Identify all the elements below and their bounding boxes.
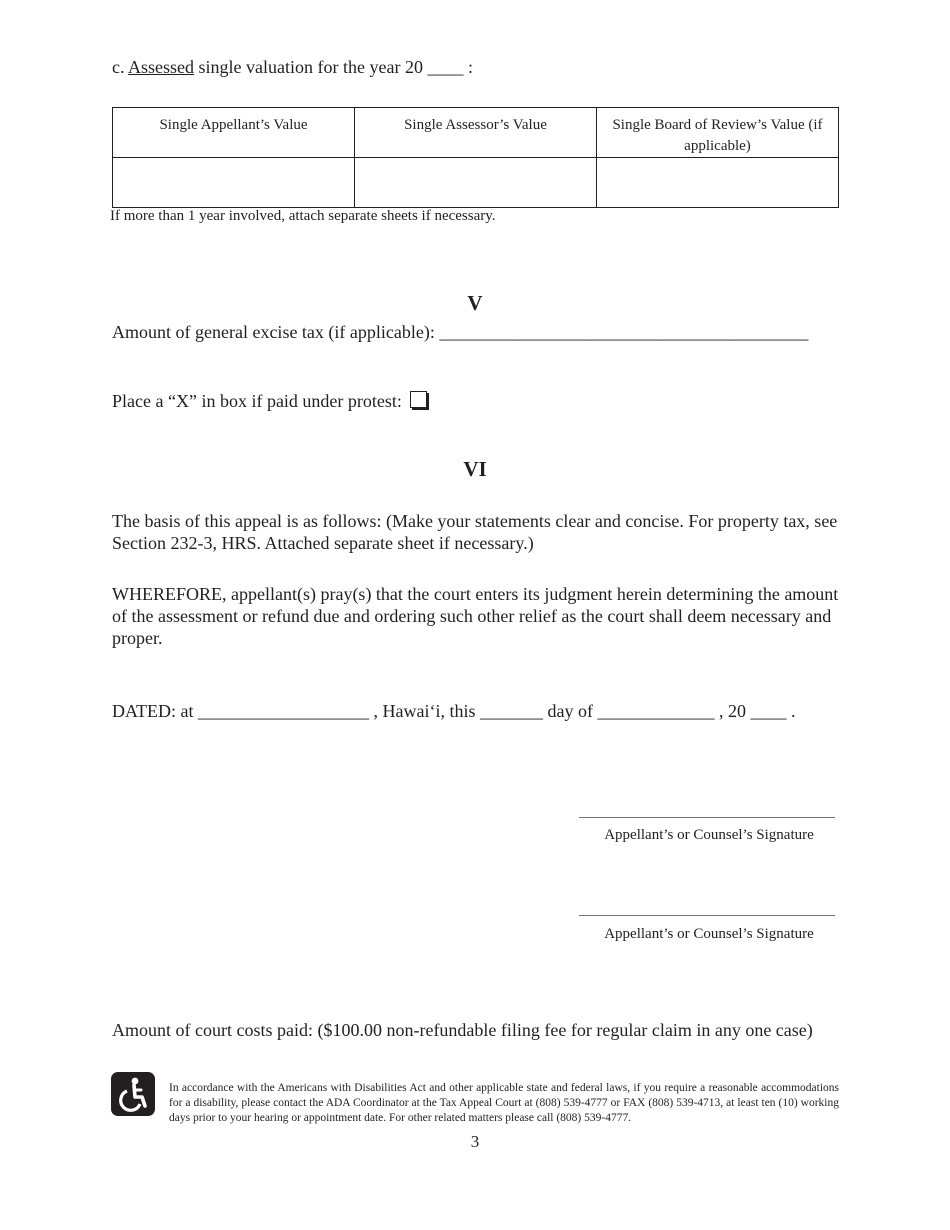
section-c-prefix: c. — [112, 57, 125, 77]
section-c-assessed: Assessed — [128, 57, 195, 77]
assessor-value-header: Single Assessor’s Value — [355, 108, 597, 158]
board-value-header: Single Board of Review’s Value (if applicable) — [597, 108, 839, 158]
court-costs-line: Amount of court costs paid: ($100.00 non-refundable filing fee for regular claim in any one case) — [112, 1020, 813, 1040]
signature-line-2[interactable] — [579, 915, 835, 916]
section-v-heading: V — [467, 291, 483, 315]
protest-line — [112, 391, 427, 412]
assessor-value-cell[interactable] — [355, 158, 597, 208]
wheelchair-icon — [111, 1072, 155, 1116]
board-value-cell[interactable] — [597, 158, 839, 208]
basis-paragraph: The basis of this appeal is as follows: (Make your statements clear and concise. For property tax, see Section 232-3, HRS. Attached separate sheet if necessary.) — [112, 511, 838, 553]
valuation-table — [112, 107, 839, 208]
protest-checkbox[interactable] — [410, 391, 427, 408]
wherefore-paragraph: WHEREFORE, appellant(s) pray(s) that the court enters its judgment herein determining the amount of the assessment or refund due and ordering such other relief as the court shall deem necessary and proper. — [112, 584, 839, 648]
section-c-line — [112, 57, 473, 78]
signature-label-2: Appellant’s or Counsel’s Signature — [604, 926, 814, 942]
protest-label: Place a “X” in box if paid under protest: — [112, 391, 402, 411]
appellant-value-cell[interactable] — [113, 158, 355, 208]
section-vi-heading: VI — [463, 457, 487, 481]
section-c-rest: single valuation for the year 20 ____ : — [194, 57, 473, 77]
signature-label-1: Appellant’s or Counsel’s Signature — [604, 827, 814, 843]
excise-tax-line: Amount of general excise tax (if applicable): _________________________________________ — [112, 322, 809, 342]
page-number: 3 — [470, 1132, 480, 1151]
table-note: If more than 1 year involved, attach separate sheets if necessary. — [110, 208, 496, 224]
appellant-value-header: Single Appellant’s Value — [113, 108, 355, 158]
dated-line: DATED: at ___________________ , Hawai‘i, this _______ day of _____________ , 20 ____ . — [112, 701, 796, 721]
signature-line-1[interactable] — [579, 817, 835, 818]
ada-notice: In accordance with the Americans with Disabilities Act and other applicable state and federal laws, if you require a reasonable accommodations for a disability, please contact the ADA Coordinator at the Tax Appeal Court at (808) 539-4777 or FAX (808) 539-4713, at least ten (10) working days prior to your hearing or appointment date. For other related matters please call (808) 539-4777. — [169, 1082, 839, 1124]
